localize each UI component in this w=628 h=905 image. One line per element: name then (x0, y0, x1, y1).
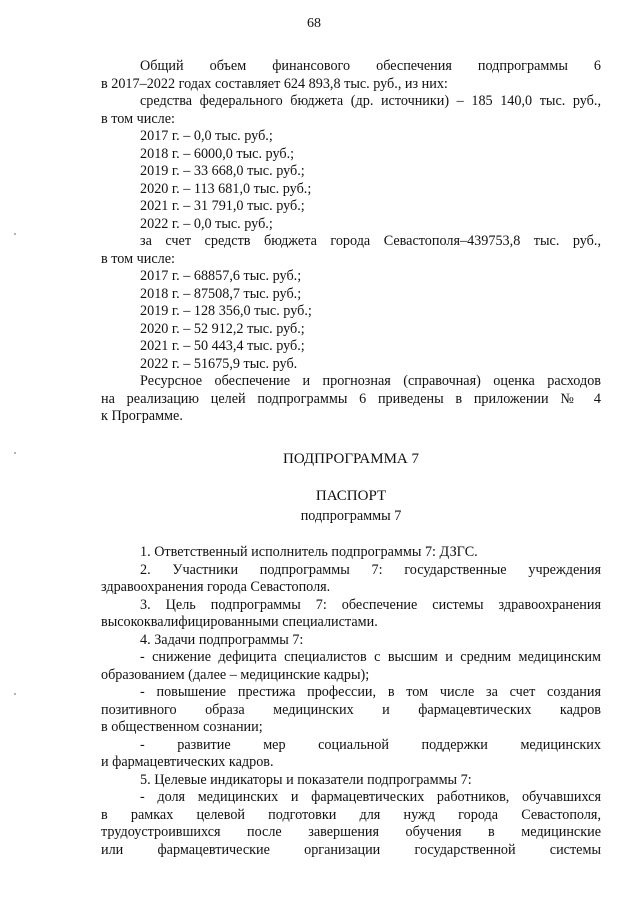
task-line: - снижение дефицита специалистов с высшим и средним медицинским (140, 649, 601, 665)
paragraph-line: в 2017–2022 годах составляет 624 893,8 тыс. руб., из них: (101, 75, 448, 92)
task-line: в общественном сознании; (101, 719, 263, 735)
task-line: позитивного образа медицинских и фармацевтических кадров (101, 701, 601, 718)
subprogram-heading: ПОДПРОГРАММА 7 (282, 450, 420, 467)
indicator-line: или фармацевтические организации государственной системы (101, 841, 601, 858)
task-line: и фармацевтических кадров. (101, 754, 274, 770)
scan-speck (14, 452, 16, 454)
scan-speck (14, 693, 16, 695)
document-body (101, 58, 601, 859)
paragraph-line: в том числе: (101, 250, 175, 267)
item-line: здравоохранения города Севастополя. (101, 579, 331, 595)
passport-heading: ПАСПОРТ (315, 488, 387, 504)
city-year-line: 2021 г. – 50 443,4 тыс. руб.; (140, 338, 305, 354)
task-line: - повышение престижа профессии, в том числе за счет создания (140, 684, 601, 700)
scan-speck (14, 233, 16, 235)
paragraph-line: в том числе: (101, 110, 175, 127)
page-number: 68 (307, 16, 321, 31)
paragraph-line: Общий объем финансового обеспечения подпрограммы 6 (140, 58, 601, 74)
city-year-line: 2019 г. – 128 356,0 тыс. руб.; (140, 303, 312, 319)
item-line: высококвалифицированными специалистами. (101, 614, 378, 630)
paragraph-line: на реализацию целей подпрограммы 6 приведены в приложении № 4 (101, 390, 601, 407)
indicator-line: - доля медицинских и фармацевтических работников, обучавшихся (140, 789, 601, 805)
city-year-line: 2022 г. – 51675,9 тыс. руб. (140, 355, 298, 372)
city-year-line: 2020 г. – 52 912,2 тыс. руб.; (140, 320, 305, 337)
federal-year-line: 2018 г. – 6000,0 тыс. руб.; (140, 145, 295, 162)
federal-year-line: 2022 г. – 0,0 тыс. руб.; (140, 215, 273, 232)
task-line: образованием (далее – медицинские кадры); (101, 666, 370, 683)
paragraph-line: Ресурсное обеспечение и прогнозная (справочная) оценка расходов (140, 373, 601, 389)
federal-year-line: 2019 г. – 33 668,0 тыс. руб.; (140, 163, 305, 179)
paragraph-line: за счет средств бюджета города Севастополя–439753,8 тыс. руб., (140, 233, 601, 249)
federal-year-line: 2021 г. – 31 791,0 тыс. руб.; (140, 198, 305, 214)
item-line: 1. Ответственный исполнитель подпрограммы 7: ДЗГС. (140, 544, 478, 560)
item-line: 4. Задачи подпрограммы 7: (140, 631, 304, 648)
paragraph-line: средства федерального бюджета (др. источники) – 185 140,0 тыс. руб., (140, 93, 601, 109)
passport-subheading: подпрограммы 7 (300, 507, 402, 524)
federal-year-line: 2020 г. – 113 681,0 тыс. руб.; (140, 180, 312, 197)
paragraph-line: к Программе. (101, 408, 183, 424)
city-year-line: 2018 г. – 87508,7 тыс. руб.; (140, 285, 302, 302)
city-year-line: 2017 г. – 68857,6 тыс. руб.; (140, 268, 302, 284)
indicator-line: в рамках целевой подготовки для нужд города Севастополя, (101, 806, 601, 823)
federal-year-line: 2017 г. – 0,0 тыс. руб.; (140, 128, 273, 144)
item-line: 5. Целевые индикаторы и показатели подпрограммы 7: (140, 771, 472, 788)
indicator-line: трудоустроившихся после завершения обучения в медицинские (101, 824, 601, 840)
item-line: 2. Участники подпрограммы 7: государственные учреждения (140, 561, 601, 578)
item-line: 3. Цель подпрограммы 7: обеспечение системы здравоохранения (140, 596, 601, 613)
task-line: - развитие мер социальной поддержки медицинских (140, 736, 601, 753)
